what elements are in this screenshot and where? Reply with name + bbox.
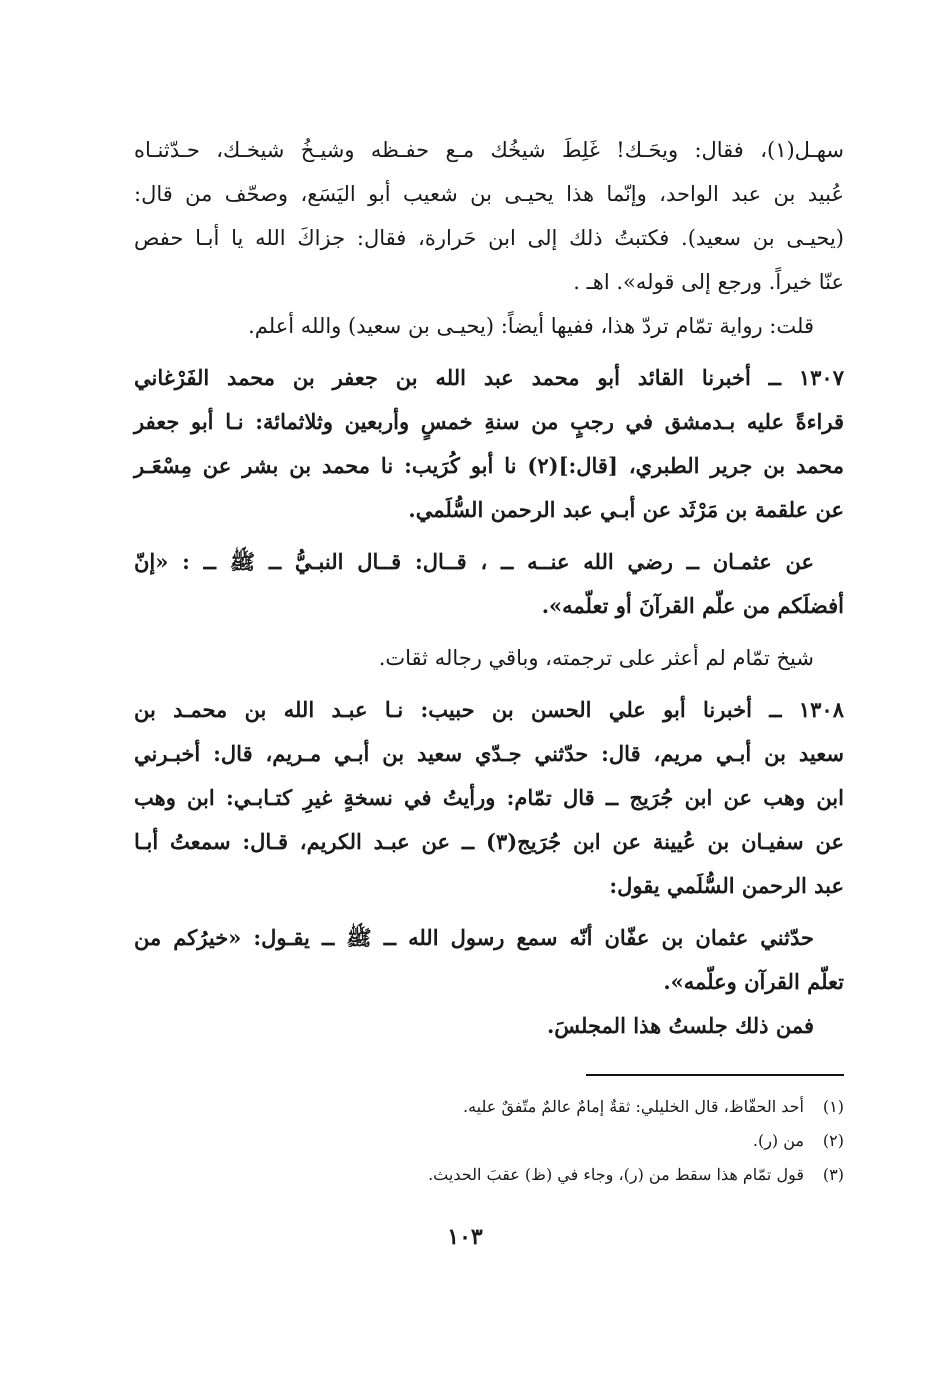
text-line: عنّا خيراً. ورجع إلى قوله». اهـ . (573, 270, 844, 294)
matn-line: عن عثمـان ــ رضي الله عنــه ــ ، قــال: قــال النبـيُّ ــ ﷺ ــ : «إنّ (134, 549, 814, 574)
main-text (134, 128, 844, 1048)
isnad-line: قراءةً عليه بـدمشق في رجبٍ من سنةِ خمسٍ وأربعين وثلاثمائة: نـا أبو جعفر (134, 409, 844, 434)
isnad-line: عن سفيـان بن عُيينة عن ابن جُرَيج(٣) ــ عن عبـد الكريم، قـال: سمعتُ أبـا (134, 829, 844, 854)
footnote-text: قول تمّام هذا سقط من (ر)، وجاء في (ظ) عقبَ الحديث. (428, 1165, 804, 1184)
footnote-number: (١) (822, 1097, 844, 1116)
footnote-text: أحد الحفّاظ، قال الخليلي: ثقةٌ إمامٌ عالمٌ متّفقٌ عليه. (463, 1097, 804, 1116)
isnad-line: ابن وهب عن ابن جُرَيج ــ قال تمّام: ورأيتُ في نسخةٍ غيرِ كتـابـي: ابن وهب (134, 785, 844, 810)
isnad-line: محمد بن جرير الطبري، [قال:](٢) نا أبو كُرَيب: نا محمد بن بشر عن مِسْعَـر (134, 453, 844, 478)
hadith-1307 (134, 356, 844, 680)
footnote-separator (586, 1074, 844, 1076)
isnad-line: عبد الرحمن السُّلَمي يقول: (609, 873, 844, 898)
page-number: ١٠٣ (447, 1224, 483, 1250)
hadith-1308 (134, 688, 844, 1048)
matn-line: تعلّم القرآن وعلّمه». (663, 969, 844, 994)
matn-line: أفضلَكم من علّم القرآنَ أو تعلّمه». (541, 593, 844, 618)
paragraph-continuation (134, 128, 844, 304)
footnote-number: (٣) (822, 1165, 844, 1184)
isnad-line: سعيد بن أبـي مريم، قال: حدّثني جـدّي سعيد بن أبـي مـريم، قال: أخبـرني (134, 741, 844, 766)
footnotes (134, 1090, 844, 1192)
closing-line: فمن ذلك جلستُ هذا المجلسَ. (546, 1013, 814, 1038)
text-line: (يحيـى بن سعيد). فكتبتُ ذلك إلى ابن حَرارة، فقال: جزاكَ الله يا أبـا حفص (134, 226, 844, 250)
footnote (134, 1158, 844, 1192)
footnote (134, 1124, 844, 1158)
matn-line: حدّثني عثمان بن عفّان أنّه سمع رسول الله ــ ﷺ ــ يقـول: «خيرُكم من (134, 925, 814, 950)
editor-comment: قلت: رواية تمّام تردّ هذا، ففيها أيضاً: (يحيـى بن سعيد) والله أعلم. (248, 314, 814, 338)
hadith-note: شيخ تمّام لم أعثر على ترجمته، وباقي رجاله ثقات. (378, 646, 814, 670)
footnote-number: (٢) (822, 1131, 844, 1150)
text-line: عُبيد بن عبد الواحد، وإنّما هذا يحيـى بن شعيب أبو اليَسَع، وصحّف من قال: (134, 182, 844, 206)
text-line: سهـل(١)، فقال: ويحَـك! غَلِطَ شيخُك مـع حفـظه وشيـخُ شيخـك، حـدّثنـاه (134, 138, 844, 162)
isnad-line: عن علقمة بن مَرْثَد عن أبـي عبد الرحمن السُّلَمي. (408, 497, 844, 522)
footnote-text: من (ر). (752, 1131, 804, 1150)
footnote (134, 1090, 844, 1124)
isnad-line: ١٣٠٨ ــ أخبرنا أبو علي الحسن بن حبيب: نـا عبـد الله بن محمـد بن (134, 697, 844, 722)
isnad-line: ١٣٠٧ ــ أخبرنا القائد أبو محمد عبد الله بن جعفر بن محمد الفَرْغاني (134, 365, 844, 390)
